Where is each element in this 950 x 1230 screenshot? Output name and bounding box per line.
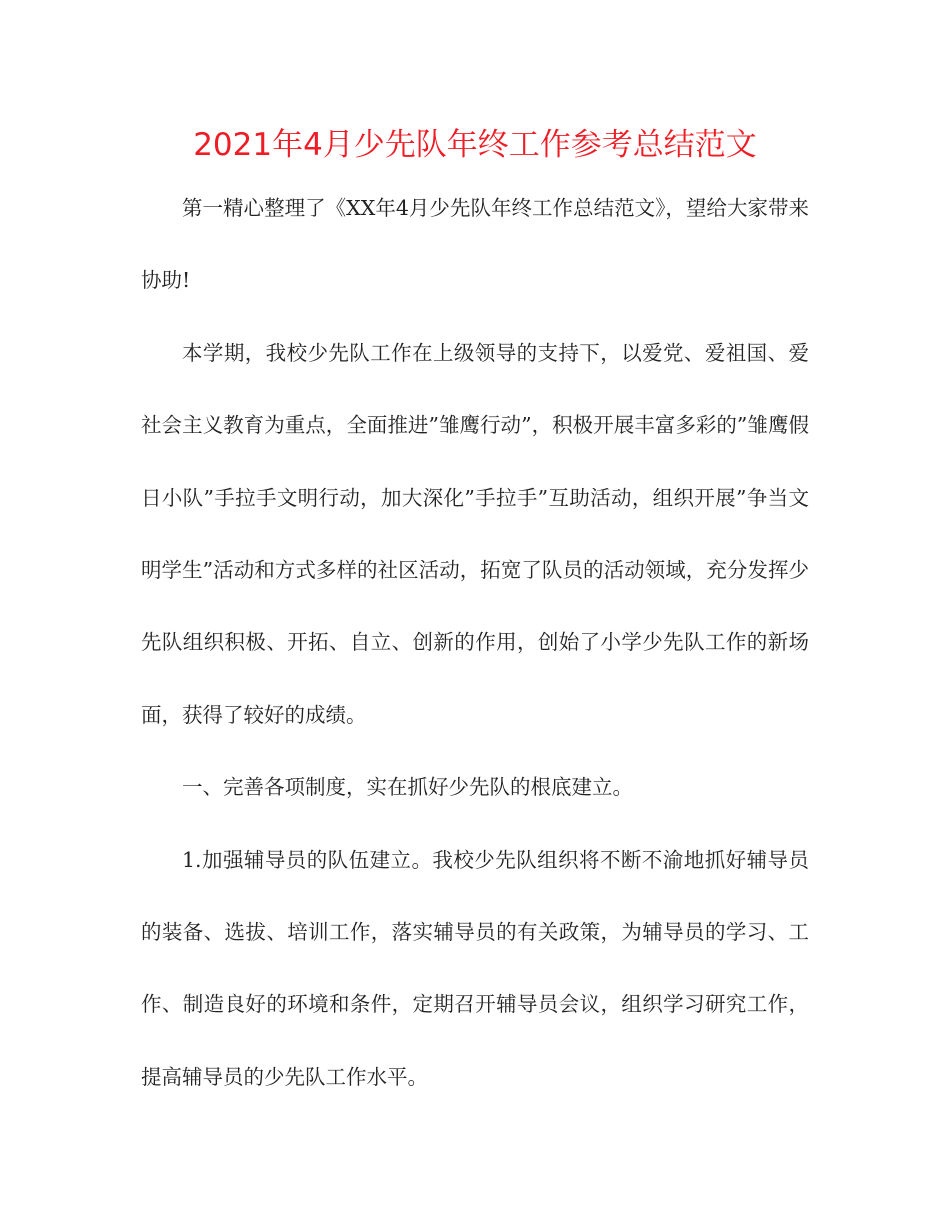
- document-title: 2021年4月少先队年终工作参考总结范文: [193, 127, 757, 163]
- paragraph-section-1-item-1: 1.加强辅导员的队伍建立。我校少先队组织将不断不渝地抓好辅导员的装备、选拔、培训工作，落实辅导员的有关政策，为辅导员的学习、工作、制造良好的环境和条件，定期召开辅导员会议，组织学习研究工作，提高辅导员的少先队工作水平。: [141, 847, 809, 1089]
- document-body: [141, 172, 809, 1113]
- paragraph-intro: 第一精心整理了《XX年4月少先队年终工作总结范文》，望给大家带来协助!: [141, 196, 809, 293]
- paragraph-overview: 本学期，我校少先队工作在上级领导的支持下，以爱党、爱祖国、爱社会主义教育为重点，全面推进”雏鹰行动”，积极开展丰富多彩的”雏鹰假日小队”手拉手文明行动，加大深化”手拉手”互助活动，组织开展”争当文明学生”活动和方式多样的社区活动，拓宽了队员的活动领域，充分发挥少先队组织积极、开拓、自立、创新的作用，创始了小学少先队工作的新场面，获得了较好的成绩。: [141, 340, 809, 727]
- section-heading-1: 一、完善各项制度，实在抓好少先队的根底建立。: [182, 775, 633, 800]
